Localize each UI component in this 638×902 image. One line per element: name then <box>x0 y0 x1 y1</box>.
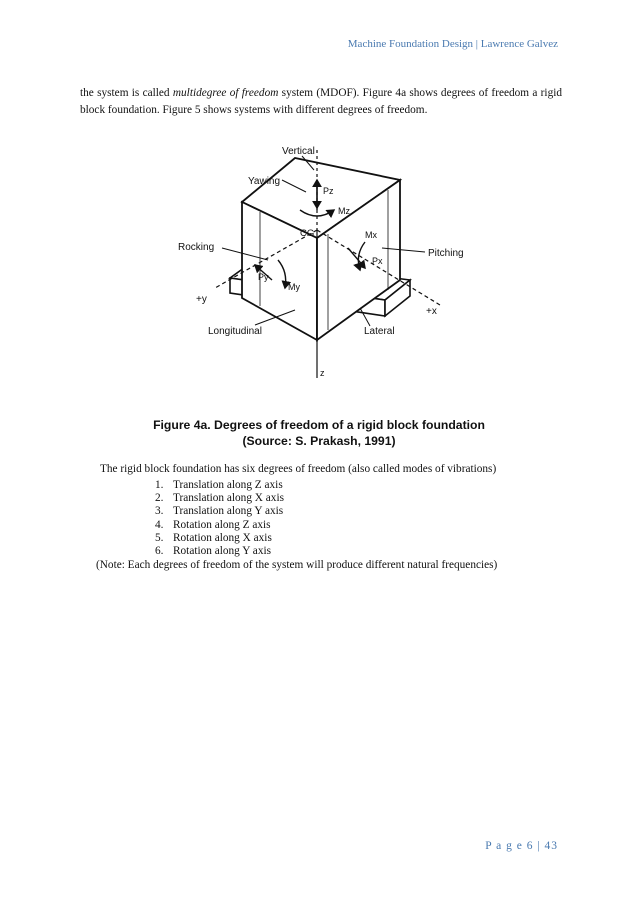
rigid-block-diagram <box>160 130 480 400</box>
intro-text-end: system (MDOF). Figure 4a shows degrees of freedom a rigid block foundation. Figure 5 shows systems with different degrees of freedom. <box>80 87 563 117</box>
rigid-block-figure <box>160 130 480 400</box>
figure-caption-title: Figure 4a. Degrees of freedom of a rigid block foundation <box>153 418 485 432</box>
label-yawing: Yawing <box>248 176 281 187</box>
label-px: Px <box>372 256 383 266</box>
page-header: Machine Foundation Design | Lawrence Galvez <box>347 38 558 50</box>
figure-caption-source: (Source: S. Prakash, 1991) <box>242 434 396 448</box>
list-item: 5. Rotation along X axis <box>155 531 272 544</box>
label-mz: Mz <box>338 206 350 216</box>
label-mx: Mx <box>365 230 377 240</box>
list-item: 6. Rotation along Y axis <box>155 545 271 558</box>
label-longitudinal: Longitudinal <box>208 326 262 337</box>
intro-paragraph <box>80 85 562 119</box>
label-plus-x: +x <box>426 306 437 317</box>
label-pitching: Pitching <box>428 248 464 259</box>
label-py: Py <box>258 272 269 282</box>
intro-term: multidegree of freedom <box>172 87 279 100</box>
dof-description: The rigid block foundation has six degrees of freedom (also called modes of vibrations) <box>100 463 497 475</box>
label-z: z <box>320 368 325 378</box>
label-plus-y: +y <box>196 294 207 305</box>
label-pz: Pz <box>323 186 334 196</box>
label-my: My <box>288 282 300 292</box>
list-item: 1. Translation along Z axis <box>155 479 283 491</box>
intro-text-start: the system is called <box>80 87 173 100</box>
note-text: (Note: Each degrees of freedom of the system will produce different natural frequencies) <box>96 559 498 571</box>
label-lateral: Lateral <box>364 326 395 337</box>
list-item: 2. Translation along X axis <box>155 492 284 505</box>
label-cg: CG <box>300 228 315 239</box>
label-rocking: Rocking <box>178 242 215 253</box>
label-vertical: Vertical <box>282 146 315 157</box>
dof-list <box>155 479 284 558</box>
list-item: 3. Translation along Y axis <box>155 505 284 518</box>
list-item: 4. Rotation along Z axis <box>155 518 271 531</box>
page-footer: P a g e 6 | 43 <box>485 840 558 852</box>
